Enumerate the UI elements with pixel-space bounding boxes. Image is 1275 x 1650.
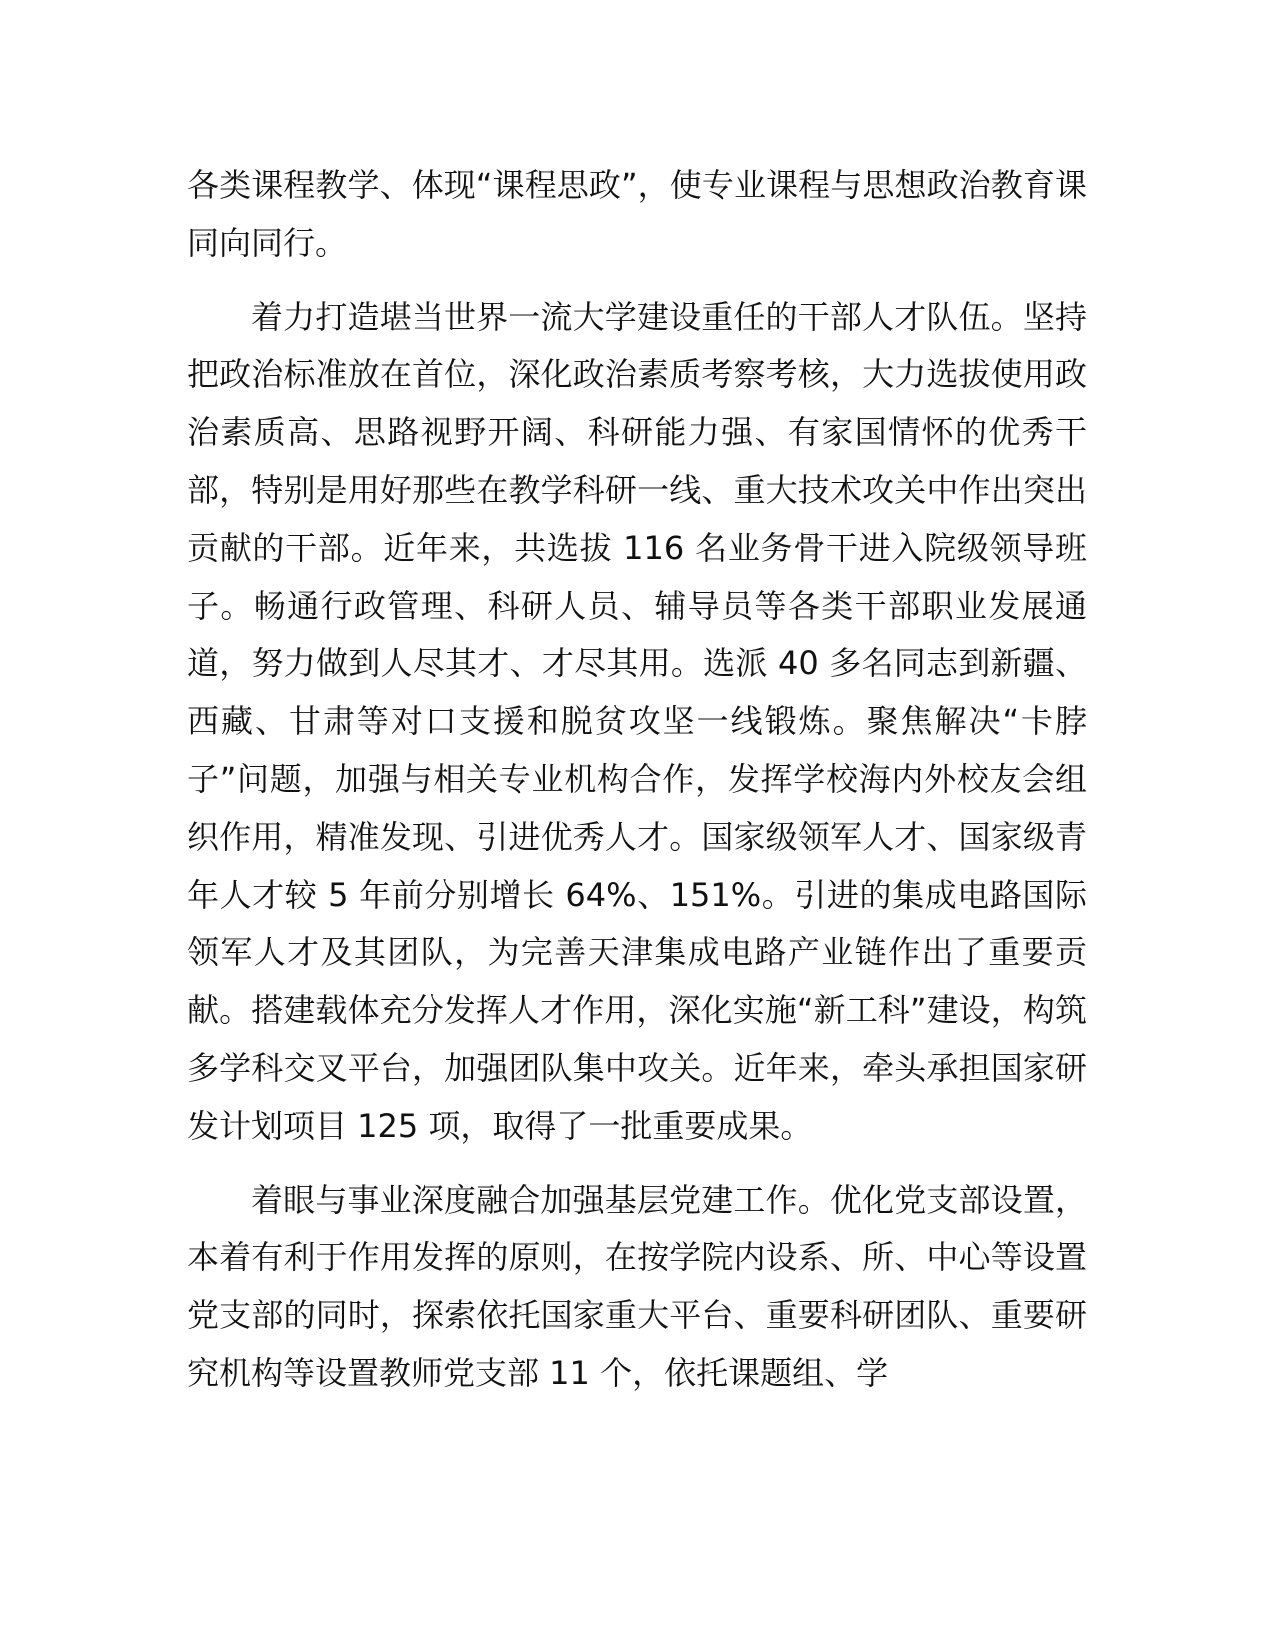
document-body (187, 157, 1087, 1419)
paragraph-party-building: 着眼与事业深度融合加强基层党建工作。优化党支部设置，本着有利于作用发挥的原则，在按学院内设系、所、中心等设置党支部的同时，探索依托国家重大平台、重要科研团队、重要研究机构等设置教师党支部 11 个，依托课题组、学 (187, 1180, 1087, 1392)
paragraph-continued: 各类课程教学、体现“课程思政”，使专业课程与思想政治教育课同向同行。 (187, 166, 1087, 262)
paragraph-cadre-talent: 着力打造堪当世界一流大学建设重任的干部人才队伍。坚持把政治标准放在首位，深化政治素质考察考核，大力选拔使用政治素质高、思路视野开阔、科研能力强、有家国情怀的优秀干部，特别是用好那些在教学科研一线、重大技术攻关中作出突出贡献的干部。近年来，共选拔 116 名业务骨干进入院级领导班子。畅通行政管理、科研人员、辅导员等各类干部职业发展通道，努力做到人尽其才、才尽其用。选派 40 多名同志到新疆、西藏、甘肃等对口支援和脱贫攻坚一线锻炼。聚焦解决“卡脖子”问题，加强与相关专业机构合作，发挥学校海内外校友会组织作用，精准发现、引进优秀人才。国家级领军人才、国家级青年人才较 5 年前分别增长 64%、151%。引进的集成电路国际领军人才及其团队，为完善天津集成电路产业链作出了重要贡献。搭建载体充分发挥人才作用，深化实施“新工科”建设，构筑多学科交叉平台，加强团队集中攻关。近年来，牵头承担国家研发计划项目 125 项，取得了一批重要成果。 (187, 297, 1087, 1145)
